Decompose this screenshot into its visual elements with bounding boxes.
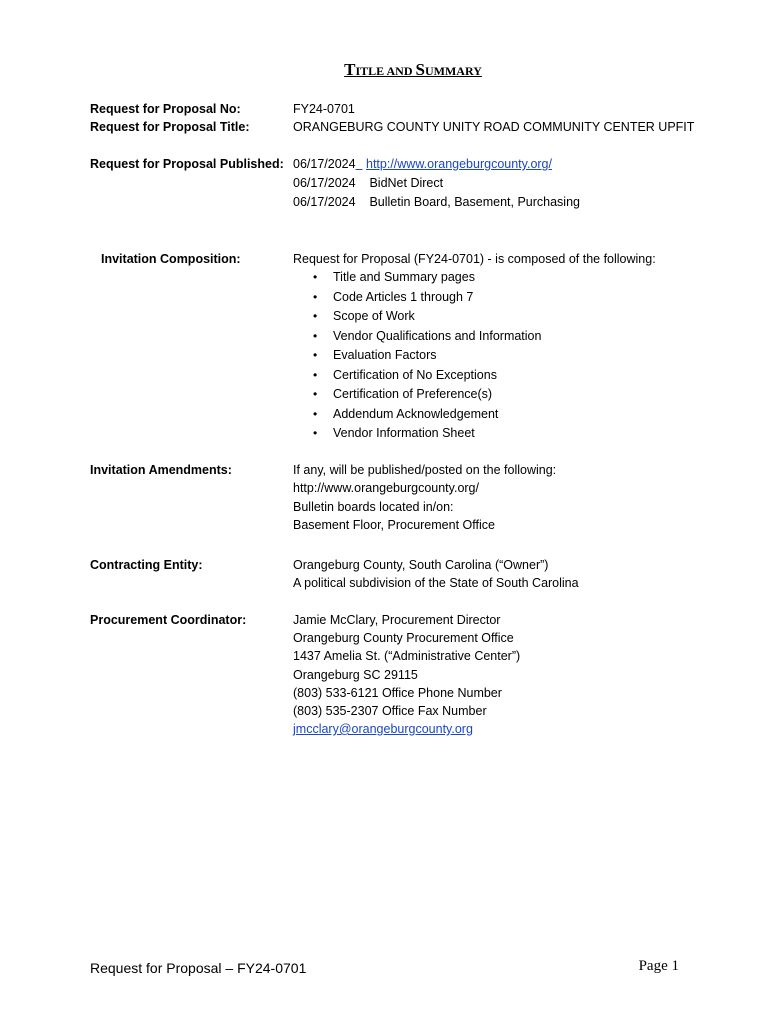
list-item: • Scope of Work [293, 307, 541, 327]
rfp-title-value: ORANGEBURG COUNTY UNITY ROAD COMMUNITY CENTER UPFIT [293, 120, 695, 134]
coordinator-line: Jamie McClary, Procurement Director [293, 613, 501, 627]
footer-document-reference: Request for Proposal – FY24-0701 [90, 960, 307, 976]
procurement-coordinator-label: Procurement Coordinator: [90, 613, 247, 627]
rfp-published-label: Request for Proposal Published: [90, 157, 284, 171]
list-item: • Title and Summary pages [293, 268, 541, 288]
list-item: • Evaluation Factors [293, 346, 541, 366]
coordinator-line: 1437 Amelia St. (“Administrative Center”) [293, 649, 521, 663]
amendments-line: http://www.orangeburgcounty.org/ [293, 481, 479, 495]
amendments-line: Bulletin boards located in/on: [293, 500, 454, 514]
rfp-published-line-3: 06/17/2024 Bulletin Board, Basement, Purchasing [293, 195, 580, 209]
bullet-icon: • [313, 367, 318, 382]
list-item: • Addendum Acknowledgement [293, 405, 541, 425]
amendments-line: Basement Floor, Procurement Office [293, 518, 495, 532]
coordinator-line: (803) 533-6121 Office Phone Number [293, 686, 502, 700]
composition-list [293, 268, 541, 444]
list-item: • Vendor Information Sheet [293, 424, 541, 444]
bullet-icon: • [313, 328, 318, 343]
list-item: • Code Articles 1 through 7 [293, 288, 541, 308]
list-item: • Certification of No Exceptions [293, 366, 541, 386]
invitation-composition-label: Invitation Composition: [101, 252, 241, 266]
bullet-icon: • [313, 426, 318, 440]
coordinator-line: Orangeburg County Procurement Office [293, 631, 514, 645]
rfp-number-label: Request for Proposal No: [90, 102, 241, 116]
coordinator-line: Orangeburg SC 29115 [293, 668, 418, 682]
contracting-line: Orangeburg County, South Carolina (“Owner”) [293, 558, 549, 572]
published-date: 06/17/2024 [293, 157, 356, 171]
coordinator-email-link[interactable]: jmcclary@orangeburgcounty.org [293, 722, 473, 736]
bullet-icon: • [313, 387, 318, 401]
footer-page-number: Page 1 [638, 958, 679, 974]
contracting-entity-label: Contracting Entity: [90, 558, 203, 572]
county-website-link[interactable]: http://www.orangeburgcounty.org/ [366, 157, 552, 171]
bullet-icon: • [313, 406, 318, 421]
page-title: TITLE AND SUMMARY [344, 60, 482, 79]
invitation-amendments-label: Invitation Amendments: [90, 463, 232, 477]
underline-spacer [356, 157, 363, 171]
invitation-composition-intro: Request for Proposal (FY24-0701) - is composed of the following: [293, 252, 656, 266]
coordinator-line: (803) 535-2307 Office Fax Number [293, 704, 487, 718]
rfp-published-line-1 [293, 155, 552, 173]
list-item: • Certification of Preference(s) [293, 385, 541, 405]
bullet-icon: • [313, 270, 318, 284]
bullet-icon: • [313, 348, 318, 362]
rfp-published-line-2: 06/17/2024 BidNet Direct [293, 176, 444, 190]
amendments-line: If any, will be published/posted on the following: [293, 463, 557, 477]
bullet-icon: • [313, 289, 318, 304]
rfp-title-label: Request for Proposal Title: [90, 120, 250, 134]
list-item: • Vendor Qualifications and Information [293, 327, 541, 347]
rfp-number-value: FY24-0701 [293, 102, 355, 116]
contracting-line: A political subdivision of the State of South Carolina [293, 576, 579, 590]
bullet-icon: • [313, 309, 318, 323]
